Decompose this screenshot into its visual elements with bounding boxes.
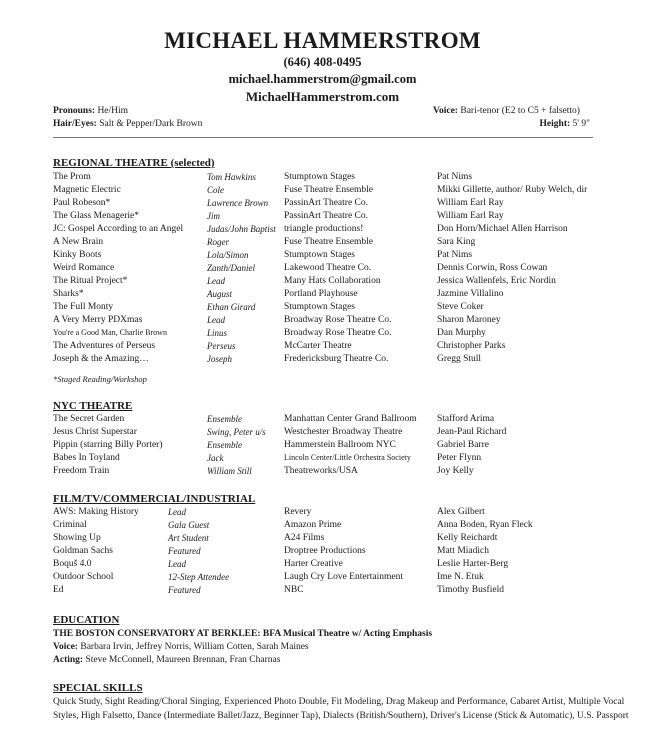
email-address: michael.hammerstrom@gmail.com: [228, 72, 417, 86]
credit-venue: Broadway Rose Theatre Co.: [284, 328, 392, 338]
education-acting-label: Acting:: [53, 655, 84, 665]
credit-row: [0, 572, 645, 585]
credit-row: [0, 533, 645, 546]
credit-role: Judas/John Baptist: [207, 224, 276, 234]
special-skills-heading: SPECIAL SKILLS: [53, 682, 143, 694]
credit-row: [0, 315, 645, 328]
credit-role: Lead: [168, 559, 186, 569]
credit-director: Steve Coker: [437, 302, 484, 312]
credit-title: Goldman Sachs: [53, 546, 113, 556]
pronouns: [53, 106, 128, 116]
credit-title: You're a Good Man, Charlie Brown: [53, 328, 167, 337]
education-school: THE BOSTON CONSERVATORY AT BERKLEE: BFA Musical Theatre w/ Acting Emphasis: [53, 629, 433, 639]
credit-row: [0, 237, 645, 250]
credit-row: [0, 520, 645, 533]
hair-value: Salt & Pepper/Dark Brown: [99, 119, 203, 129]
credit-title: JC: Gospel According to an Angel: [53, 224, 184, 234]
hair-label: Hair/Eyes:: [53, 119, 97, 129]
credit-row: [0, 466, 645, 479]
credit-director: Ime N. Etuk: [437, 572, 484, 582]
credit-venue: Harter Creative: [284, 559, 343, 569]
credit-title: The Full Monty: [53, 302, 114, 312]
credit-title: The Prom: [53, 172, 91, 182]
credit-venue: PassinArt Theatre Co.: [284, 211, 368, 221]
credit-venue: Manhattan Center Grand Ballroom: [284, 414, 417, 424]
credit-director: Joy Kelly: [437, 466, 474, 476]
education-heading: EDUCATION: [53, 614, 120, 626]
credit-venue: Laugh Cry Love Entertainment: [284, 572, 403, 582]
voice-label: Voice:: [433, 106, 458, 116]
film-tv-heading: FILM/TV/COMMERCIAL/INDUSTRIAL: [53, 493, 256, 505]
credit-role: Ensemble: [207, 414, 242, 424]
credit-venue: A24 Films: [284, 533, 325, 543]
credit-director: Leslie Harter-Berg: [437, 559, 509, 569]
special-skills-text: Quick Study, Sight Reading/Choral Singing, Experienced Photo Double, Fit Modeling, Drag Makeup and Performance, Cabaret Artist, Multiple Vocal Styles, High Falsetto, Dance (Intermediate Ballet/Jazz, Beginner Tap), Dialects (British/Southern), Driver's License (Stick & Automatic), U.S. Passport: [53, 697, 629, 721]
credit-director: Sharon Maroney: [437, 315, 501, 325]
credit-title: The Adventures of Perseus: [53, 341, 156, 351]
credit-venue: Fuse Theatre Ensemble: [284, 185, 373, 195]
credit-row: [0, 440, 645, 453]
credit-venue: Many Hats Collaboration: [284, 276, 381, 286]
credit-role: 12-Step Attendee: [168, 572, 230, 582]
credit-row: [0, 341, 645, 354]
credit-role: Perseus: [207, 341, 236, 351]
credit-row: [0, 211, 645, 224]
credit-role: Art Student: [168, 533, 209, 543]
credit-row: [0, 263, 645, 276]
credit-row: [0, 250, 645, 263]
credit-director: Jazmine Villalino: [437, 289, 504, 299]
credit-director: Don Horn/Michael Allen Harrison: [437, 224, 568, 234]
credit-role: Jack: [207, 453, 224, 463]
credit-role: Lead: [168, 507, 186, 517]
nyc-theatre-heading: NYC THEATRE: [53, 400, 133, 412]
credit-title: The Secret Garden: [53, 414, 125, 424]
credit-venue: Hammerstein Ballroom NYC: [284, 440, 396, 450]
phone-number: (646) 408-0495: [283, 55, 362, 69]
credit-director: Gregg Stull: [437, 354, 482, 364]
credit-director: Peter Flynn: [437, 453, 482, 463]
education-voice: [53, 642, 309, 652]
credit-venue: Portland Playhouse: [284, 289, 358, 299]
resume-name: MICHAEL HAMMERSTROM: [164, 28, 481, 53]
credit-row: [0, 328, 645, 341]
credit-title: Paul Robeson*: [53, 198, 111, 208]
credit-row: [0, 198, 645, 211]
credit-row: [0, 224, 645, 237]
credit-title: Babes In Toyland: [53, 453, 120, 463]
credit-venue: Stumptown Stages: [284, 172, 355, 182]
credit-venue: Amazon Prime: [284, 520, 342, 530]
hair-eyes: [53, 119, 202, 129]
credit-director: Christopher Parks: [437, 341, 506, 351]
credit-director: Jessica Wallenfels, Eric Nordin: [437, 276, 556, 286]
credit-director: Anna Boden, Ryan Fleck: [437, 520, 533, 530]
credit-title: Showing Up: [53, 533, 101, 543]
credit-role: Featured: [168, 585, 201, 595]
credit-row: [0, 585, 645, 598]
credit-title: Pippin (starring Billy Porter): [53, 440, 163, 450]
credit-role: Zanth/Daniel: [207, 263, 256, 273]
credit-director: Pat Nims: [437, 250, 473, 260]
credit-title: Magnetic Electric: [53, 185, 121, 195]
credit-director: Pat Nims: [437, 172, 473, 182]
credit-title: The Ritual Project*: [53, 276, 128, 286]
credit-director: Kelly Reichardt: [437, 533, 498, 543]
credit-role: August: [207, 289, 233, 299]
credit-row: [0, 354, 645, 367]
credit-row: [0, 276, 645, 289]
credit-role: Lead: [207, 276, 225, 286]
credit-title: A New Brain: [53, 237, 104, 247]
credit-role: Joseph: [207, 354, 232, 364]
credit-title: The Glass Menagerie*: [53, 211, 139, 221]
height-label: Height:: [539, 119, 571, 129]
credit-title: Joseph & the Amazing…: [53, 354, 149, 364]
credit-title: Outdoor School: [53, 572, 114, 582]
credit-director: Stafford Arima: [437, 414, 495, 424]
credit-director: Gabriel Barre: [437, 440, 489, 450]
credit-role: Lawrence Brown: [207, 198, 269, 208]
credit-venue: Fredericksburg Theatre Co.: [284, 354, 389, 364]
credit-title: AWS: Making History: [53, 507, 139, 517]
pronouns-value: He/Him: [97, 106, 129, 116]
credit-row: [0, 453, 645, 466]
credit-role: William Still: [207, 466, 252, 476]
pronouns-label: Pronouns:: [53, 106, 96, 116]
credit-role: Cole: [207, 185, 224, 195]
credit-title: Weird Romance: [53, 263, 115, 273]
credit-director: Dan Murphy: [437, 328, 486, 338]
credit-director: Mikki Gillette, author/ Ruby Welch, dir: [437, 185, 588, 195]
website: MichaelHammerstrom.com: [245, 89, 400, 104]
voice-value: Bari-tenor (E2 to C5 + falsetto): [460, 106, 580, 116]
credit-row: [0, 302, 645, 315]
credit-role: Gala Guest: [168, 520, 210, 530]
credit-venue: PassinArt Theatre Co.: [284, 198, 368, 208]
credit-role: Linus: [207, 328, 228, 338]
credit-title: Sharks*: [53, 289, 84, 299]
credit-venue: Stumptown Stages: [284, 250, 355, 260]
credit-venue: triangle productions!: [284, 224, 364, 234]
credit-role: Jim: [207, 211, 220, 221]
credit-role: Ensemble: [207, 440, 242, 450]
height-value: 5' 9": [572, 119, 590, 129]
credit-role: Roger: [207, 237, 229, 247]
credit-row: [0, 172, 645, 185]
credit-role: Lead: [207, 315, 225, 325]
credit-role: Featured: [168, 546, 201, 556]
credit-venue: NBC: [284, 585, 304, 595]
credit-director: Matt Miadich: [437, 546, 489, 556]
height: [540, 119, 590, 129]
credit-row: [0, 289, 645, 302]
credit-venue: Westchester Broadway Theatre: [284, 427, 403, 437]
credit-director: Dennis Corwin, Ross Cowan: [437, 263, 548, 273]
credit-venue: Fuse Theatre Ensemble: [284, 237, 373, 247]
credit-row: [0, 559, 645, 572]
staged-reading-note: *Staged Reading/Workshop: [53, 374, 147, 384]
credit-row: [0, 507, 645, 520]
education-acting: [53, 655, 280, 665]
credit-role: Lola/Simon: [207, 250, 249, 260]
credit-director: Jean-Paul Richard: [437, 427, 507, 437]
credit-role: Ethan Girard: [207, 302, 256, 312]
credit-director: Timothy Busfield: [437, 585, 504, 595]
credit-title: Jesus Christ Superstar: [53, 427, 137, 437]
credit-title: Freedom Train: [53, 466, 110, 476]
credit-venue: Theatreworks/USA: [284, 466, 358, 476]
credit-venue: McCarter Theatre: [284, 341, 352, 351]
credit-row: [0, 414, 645, 427]
credit-venue: Revery: [284, 507, 312, 517]
credit-title: A Very Merry PDXmas: [53, 315, 143, 325]
header-divider: [53, 137, 593, 138]
credit-director: Alex Gilbert: [437, 507, 485, 517]
credit-venue: Lincoln Center/Little Orchestra Society: [284, 453, 411, 462]
education-voice-value: Barbara Irvin, Jeffrey Norris, William Cotten, Sarah Maines: [80, 642, 309, 652]
credit-role: Tom Hawkins: [207, 172, 256, 182]
regional-theatre-heading: REGIONAL THEATRE (selected): [53, 157, 215, 169]
credit-row: [0, 427, 645, 440]
education-voice-label: Voice:: [53, 642, 78, 652]
credit-row: [0, 185, 645, 198]
credit-director: Sara King: [437, 237, 476, 247]
credit-venue: Droptree Productions: [284, 546, 366, 556]
credit-title: Criminal: [53, 520, 87, 530]
credit-venue: Stumptown Stages: [284, 302, 355, 312]
credit-venue: Broadway Rose Theatre Co.: [284, 315, 392, 325]
education-acting-value: Steve McConnell, Maureen Brennan, Fran Charnas: [85, 655, 281, 665]
voice-type: [433, 106, 580, 116]
credit-title: Kinky Boots: [53, 250, 102, 260]
credit-director: William Earl Ray: [437, 211, 504, 221]
credit-role: Swing, Peter u/s: [207, 427, 266, 437]
credit-row: [0, 546, 645, 559]
credit-title: Boquš 4.0: [53, 559, 92, 569]
credit-venue: Lakewood Theatre Co.: [284, 263, 372, 273]
credit-director: William Earl Ray: [437, 198, 504, 208]
credit-title: Ed: [53, 585, 64, 595]
